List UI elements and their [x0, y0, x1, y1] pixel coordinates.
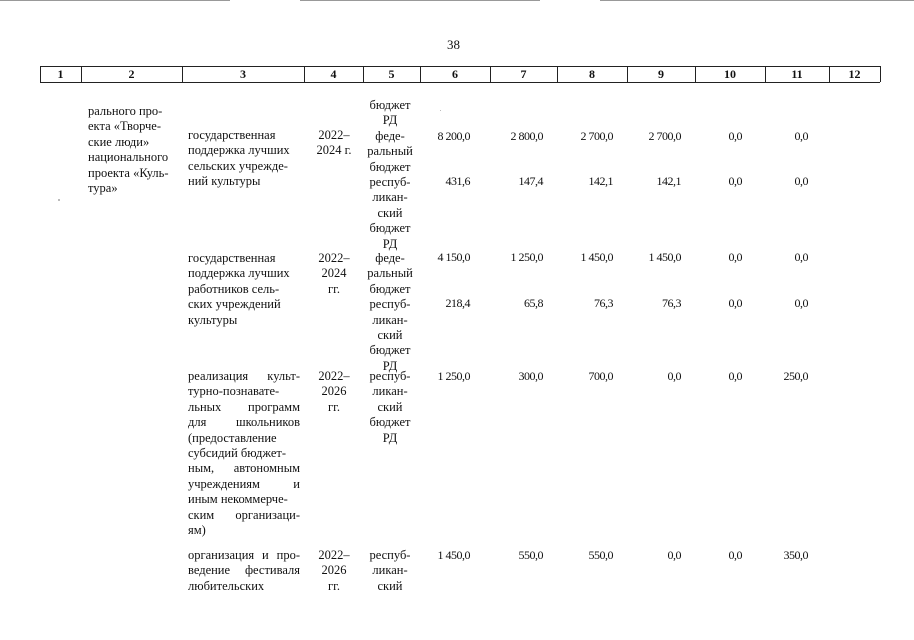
amount-cell: 0,0 [667, 548, 681, 562]
amount-cell: 1 450,0 [648, 250, 681, 264]
scan-edge-line [0, 0, 230, 1]
period-cell: 2022– 2026 гг. [318, 548, 350, 593]
amount-cell: 0,0 [728, 129, 742, 143]
header-bottom-rule [40, 82, 880, 83]
header-column-divider [765, 66, 766, 82]
scan-speck [58, 199, 60, 201]
amount-cell: 76,3 [594, 296, 613, 310]
amount-cell: 550,0 [588, 548, 613, 562]
header-column-divider [420, 66, 421, 82]
amount-cell: 142,1 [656, 174, 681, 188]
amount-cell: 218,4 [445, 296, 470, 310]
column-number-8: 8 [589, 67, 595, 81]
amount-cell: 0,0 [728, 548, 742, 562]
page-number: 38 [447, 37, 460, 52]
amount-cell: 550,0 [518, 548, 543, 562]
amount-cell: 250,0 [783, 369, 808, 383]
column-number-2: 2 [128, 67, 135, 81]
amount-cell: 431,6 [445, 174, 470, 188]
column-number-4: 4 [330, 67, 337, 81]
amount-cell: 4 150,0 [437, 250, 470, 264]
amount-cell: 1 250,0 [510, 250, 543, 264]
header-column-divider [490, 66, 491, 82]
column-number-6: 6 [452, 67, 458, 81]
column-number-12: 12 [848, 67, 861, 81]
amount-cell: 76,3 [662, 296, 681, 310]
period-cell: 2022– 2024 гг. [318, 251, 350, 296]
amount-cell: 300,0 [518, 369, 543, 383]
amount-cell: 1 450,0 [580, 250, 613, 264]
amount-cell: 2 800,0 [510, 129, 543, 143]
column-number-3: 3 [240, 67, 246, 81]
header-column-divider [829, 66, 830, 82]
header-column-divider [627, 66, 628, 82]
column-number-9: 9 [658, 67, 664, 81]
header-column-divider [40, 66, 41, 82]
amount-cell: 2 700,0 [648, 129, 681, 143]
scan-edge-line [600, 0, 914, 1]
header-column-divider [304, 66, 305, 82]
amount-cell: 142,1 [588, 174, 613, 188]
funding-source-cell: феде- ральный бюджет респуб- ликан- ский бюджет РД [367, 251, 413, 373]
amount-cell: 147,4 [518, 174, 543, 188]
amount-cell: 65,8 [524, 296, 543, 310]
amount-cell: 0,0 [728, 296, 742, 310]
amount-cell: 8 200,0 [437, 129, 470, 143]
amount-cell: 0,0 [728, 369, 742, 383]
amount-cell: 0,0 [794, 296, 808, 310]
measure-name-cell: реализация культ- турно-познавате- льных программ для школьников (предоставление субсидий бюджет- ным, автономным учреждениям и иным некоммерче- ским организаци- ям) [188, 369, 300, 538]
amount-cell: 2 700,0 [580, 129, 613, 143]
period-cell: 2022– 2024 г. [316, 128, 352, 158]
header-column-divider [81, 66, 82, 82]
header-column-divider [695, 66, 696, 82]
column-number-11: 11 [791, 67, 803, 81]
header-column-divider [557, 66, 558, 82]
column-number-5: 5 [388, 67, 395, 81]
measure-name-cell: государственная поддержка лучших работников сель- ских учреждений культуры [188, 251, 290, 327]
amount-cell: 0,0 [667, 369, 681, 383]
amount-cell: 0,0 [794, 129, 808, 143]
scan-edge-line [300, 0, 540, 1]
amount-cell: 700,0 [588, 369, 613, 383]
period-cell: 2022– 2026 гг. [318, 369, 350, 414]
measure-name-cell: государственная поддержка лучших сельских учрежде- ний культуры [188, 128, 290, 189]
header-column-divider [182, 66, 183, 82]
funding-source-cell: бюджет РД феде- ральный бюджет респуб- ликан- ский бюджет РД [367, 98, 413, 251]
amount-cell: 0,0 [728, 174, 742, 188]
amount-cell: 0,0 [728, 250, 742, 264]
amount-cell: 0,0 [794, 174, 808, 188]
amount-cell: 1 250,0 [437, 369, 470, 383]
funding-source-cell: респуб- ликан- ский бюджет РД [369, 369, 411, 445]
column-number-7: 7 [520, 67, 527, 81]
program-name-cell: рального про- екта «Творче- ские люди» национального проекта «Куль- тура» [88, 104, 169, 196]
funding-source-cell: респуб- ликан- ский [369, 548, 411, 593]
amount-cell: 0,0 [794, 250, 808, 264]
amount-cell: 1 450,0 [437, 548, 470, 562]
amount-cell: 350,0 [783, 548, 808, 562]
column-number-1: 1 [57, 67, 64, 81]
scan-speck [440, 110, 441, 111]
column-number-10: 10 [724, 67, 736, 81]
header-column-divider [880, 66, 881, 82]
header-column-divider [363, 66, 364, 82]
measure-name-cell: организация и про- ведение фестиваля любительских [188, 548, 300, 593]
